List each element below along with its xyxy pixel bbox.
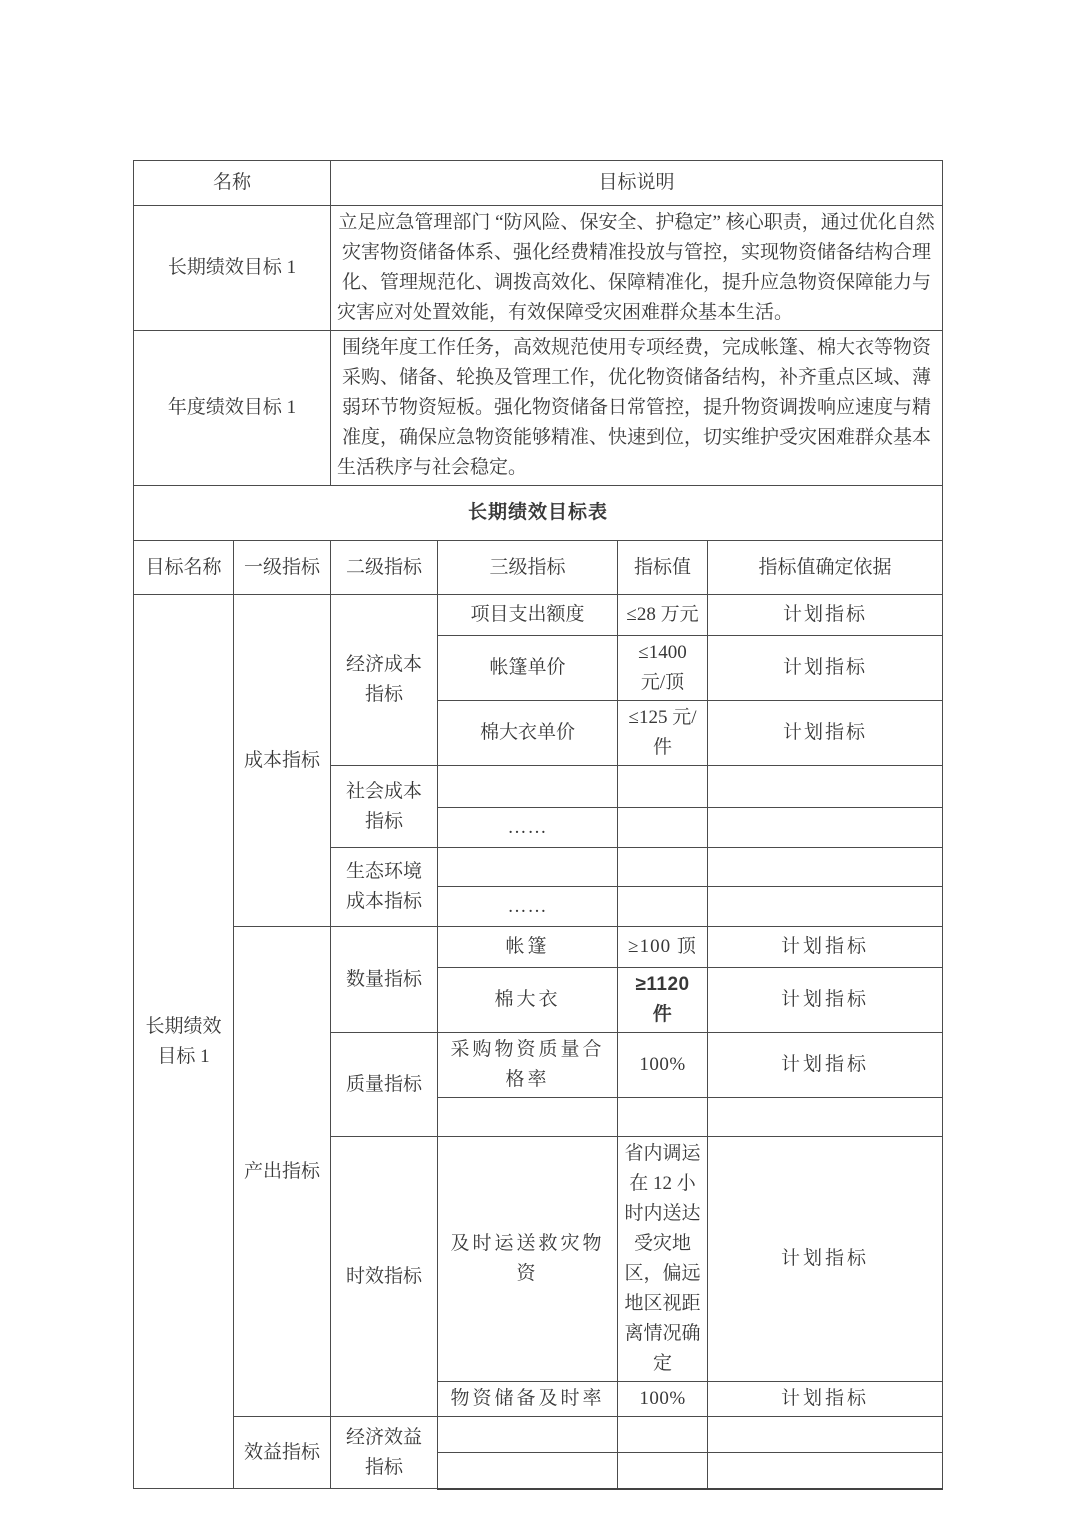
empty-cell (708, 1417, 943, 1453)
level1-output-indicator: 产出指标 (234, 927, 331, 1417)
level2-social-cost: 社会成本指标 (331, 766, 438, 848)
empty-cell (438, 1417, 618, 1453)
level1-benefit-indicator: 效益指标 (234, 1417, 331, 1489)
value-tent-quantity: ≥100 顶 (618, 927, 708, 968)
header-goal-name: 目标名称 (134, 541, 234, 595)
indicator-quality-rate: 采购物资质量合格率 (438, 1033, 618, 1098)
ellipsis-cell: …… (438, 808, 618, 848)
level2-quantity: 数量指标 (331, 927, 438, 1033)
value-tent-price: ≤1400 元/顶 (618, 636, 708, 701)
basis-reserve-timeliness: 计划指标 (708, 1382, 943, 1417)
indicator-coat-quantity: 棉大衣 (438, 968, 618, 1033)
level1-cost-indicator: 成本指标 (234, 595, 331, 927)
level2-economic-cost: 经济成本指标 (331, 595, 438, 766)
header-level3-indicator: 三级指标 (438, 541, 618, 595)
empty-cell (618, 1417, 708, 1453)
empty-cell (438, 766, 618, 808)
value-timely-delivery: 省内调运在 12 小时内送达受灾地区，偏远地区视距离情况确定 (618, 1137, 708, 1382)
empty-cell (438, 1453, 618, 1489)
empty-cell (708, 1098, 943, 1137)
long-term-goal-name: 长期绩效目标 1 (134, 206, 331, 331)
empty-cell (618, 1098, 708, 1137)
basis-timely-delivery: 计划指标 (708, 1137, 943, 1382)
top-header-row (134, 161, 943, 206)
header-level2-indicator: 二级指标 (331, 541, 438, 595)
empty-cell (438, 1098, 618, 1137)
name-column-header: 名称 (134, 161, 331, 206)
level2-economic-benefit: 经济效益指标 (331, 1417, 438, 1489)
empty-cell (438, 848, 618, 887)
empty-cell (618, 848, 708, 887)
section-title: 长期绩效目标表 (134, 486, 943, 541)
basis-expense: 计划指标 (708, 595, 943, 636)
empty-cell (708, 887, 943, 927)
level2-timeliness: 时效指标 (331, 1137, 438, 1417)
empty-cell (708, 808, 943, 848)
header-level1-indicator: 一级指标 (234, 541, 331, 595)
annual-goal-description: 围绕年度工作任务，高效规范使用专项经费，完成帐篷、棉大衣等物资采购、储备、轮换及管理工作，优化物资储备结构，补齐重点区域、薄弱环节物资短板。强化物资储备日常管控，提升物资调拨响应速度与精准度，确保应急物资能够精准、快速到位，切实维护受灾困难群众基本生活秩序与社会稳定。 (331, 331, 943, 486)
annual-goal-name: 年度绩效目标 1 (134, 331, 331, 486)
basis-coat-price: 计划指标 (708, 701, 943, 766)
empty-cell (618, 1453, 708, 1489)
empty-cell (618, 887, 708, 927)
value-quality-rate: 100% (618, 1033, 708, 1098)
value-reserve-timeliness: 100% (618, 1382, 708, 1417)
value-expense: ≤28 万元 (618, 595, 708, 636)
level2-eco-env-cost: 生态环境成本指标 (331, 848, 438, 927)
empty-cell (708, 766, 943, 808)
indicator-coat-price: 棉大衣单价 (438, 701, 618, 766)
empty-cell (618, 808, 708, 848)
basis-tent-quantity: 计划指标 (708, 927, 943, 968)
empty-cell (708, 1453, 943, 1489)
indicator-tent-quantity: 帐篷 (438, 927, 618, 968)
header-indicator-value: 指标值 (618, 541, 708, 595)
empty-cell (708, 848, 943, 887)
long-term-goal-description: 立足应急管理部门 “防风险、保安全、护稳定” 核心职责，通过优化自然灾害物资储备体系、强化经费精准投放与管控，实现物资储备结构合理化、管理规范化、调拨高效化、保障精准化，提升应急物资保障能力与灾害应对处置效能，有效保障受灾困难群众基本生活。 (331, 206, 943, 331)
value-coat-price: ≤125 元/件 (618, 701, 708, 766)
level2-quality: 质量指标 (331, 1033, 438, 1137)
basis-coat-quantity: 计划指标 (708, 968, 943, 1033)
indicator-reserve-timeliness: 物资储备及时率 (438, 1382, 618, 1417)
basis-tent-price: 计划指标 (708, 636, 943, 701)
ellipsis-cell: …… (438, 887, 618, 927)
header-value-basis: 指标值确定依据 (708, 541, 943, 595)
row-benefit-empty-1 (134, 1417, 943, 1453)
indicator-expense: 项目支出额度 (438, 595, 618, 636)
basis-quality-rate: 计划指标 (708, 1033, 943, 1098)
row-tent-quantity (134, 927, 943, 968)
indicator-timely-delivery: 及时运送救灾物资 (438, 1137, 618, 1382)
long-term-goal-row (134, 206, 943, 331)
section-title-row (134, 486, 943, 541)
annual-goal-row (134, 331, 943, 486)
empty-cell (618, 766, 708, 808)
value-coat-quantity: ≥1120 件 (618, 968, 708, 1033)
description-column-header: 目标说明 (331, 161, 943, 206)
indicator-tent-price: 帐篷单价 (438, 636, 618, 701)
goal-name-cell: 长期绩效目标 1 (134, 595, 234, 1489)
indicator-header-row (134, 541, 943, 595)
performance-target-document (133, 160, 943, 1490)
performance-target-table (133, 160, 943, 1490)
row-expense (134, 595, 943, 636)
